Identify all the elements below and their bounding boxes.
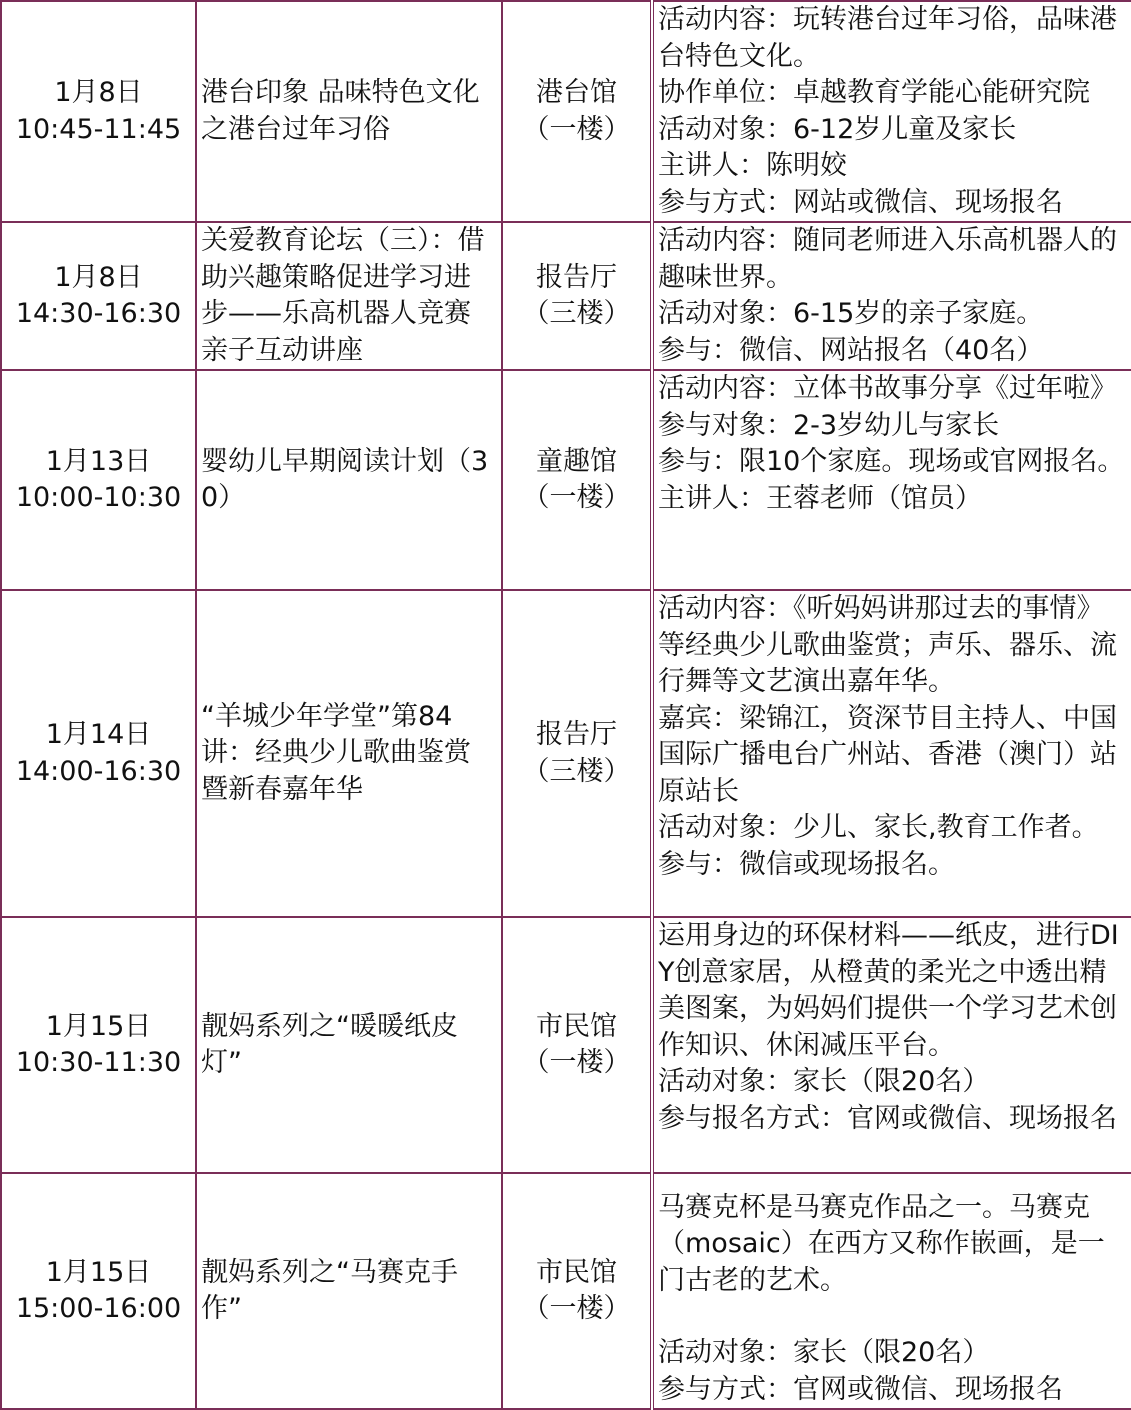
description-cell: [652, 370, 1131, 590]
table-row: [1, 917, 1131, 1173]
desc-line: 主讲人：王蓉老师（馆员）: [658, 482, 982, 514]
venue-cell: [502, 590, 652, 917]
event-title: 靓妈系列之“暖暖纸皮灯”: [201, 1010, 458, 1078]
desc-line: 参与：微信或现场报名。: [658, 848, 955, 880]
table-row: [1, 1, 1131, 222]
title-cell: [196, 1, 502, 222]
desc-line: 参与方式：官网或微信、现场报名: [658, 1373, 1063, 1405]
event-title: “羊城少年学堂”第84讲：经典少儿歌曲鉴赏暨新春嘉年华: [201, 700, 471, 805]
table-row: [1, 370, 1131, 590]
venue-cell: [502, 1173, 652, 1409]
venue-floor: （三楼）: [522, 755, 631, 787]
title-cell: [196, 917, 502, 1173]
desc-line: 协作单位：卓越教育学能心能研究院: [658, 77, 1090, 108]
desc-line: 马赛克杯是马赛克作品之一。马赛克（mosaic）在西方又称作嵌画，是一门古老的艺术。: [658, 1191, 1105, 1296]
date-time-cell: [1, 1173, 196, 1409]
venue-name: 报告厅: [536, 261, 617, 293]
event-date: 1月15日: [45, 1010, 152, 1042]
event-date: 1月14日: [45, 719, 152, 750]
venue-cell: [502, 1, 652, 222]
desc-line: 活动内容：立体书故事分享《过年啦》: [658, 373, 1117, 404]
desc-line: 活动对象：6-12岁儿童及家长: [658, 113, 1017, 145]
table-row: [1, 222, 1131, 370]
date-time-cell: [1, 917, 196, 1173]
title-cell: [196, 370, 502, 590]
desc-line: 活动对象：家长（限20名）: [658, 1337, 990, 1368]
desc-line: 活动内容：玩转港台过年习俗，品味港台特色文化。: [658, 4, 1117, 72]
desc-line: 参与报名方式：官网或微信、现场报名: [658, 1102, 1117, 1134]
venue-cell: [502, 370, 652, 590]
venue-floor: （一楼）: [522, 1047, 631, 1078]
venue-floor: （一楼）: [522, 1293, 631, 1324]
desc-line: 活动对象：少儿、家长,教育工作者。: [658, 812, 1099, 843]
event-title: 关爱教育论坛（三）：借助兴趣策略促进学习进步——乐高机器人竞赛亲子互动讲座: [201, 225, 485, 366]
description-cell: [652, 917, 1131, 1173]
event-date: 1月8日: [54, 77, 143, 108]
desc-line: 参与：微信、网站报名（40名）: [658, 334, 1044, 366]
event-time: 14:00-16:30: [15, 755, 182, 787]
event-title: 港台印象 品味特色文化之港台过年习俗: [201, 77, 480, 145]
desc-line: 活动内容：随同老师进入乐高机器人的趣味世界。: [658, 225, 1117, 293]
table-row: [1, 1173, 1131, 1409]
event-time: 10:30-11:30: [15, 1047, 182, 1078]
desc-line: 参与：限10个家庭。现场或官网报名。: [658, 446, 1125, 477]
desc-line: 参与对象：2-3岁幼儿与家长: [658, 409, 1000, 441]
event-date: 1月13日: [45, 445, 152, 477]
venue-floor: （三楼）: [522, 298, 631, 329]
description-cell: [652, 222, 1131, 370]
date-time-cell: [1, 1, 196, 222]
description-cell: [652, 1173, 1131, 1409]
date-time-cell: [1, 370, 196, 590]
date-time-cell: [1, 590, 196, 917]
table-row: [1, 590, 1131, 917]
event-time: 10:45-11:45: [15, 113, 182, 145]
venue-cell: [502, 917, 652, 1173]
venue-floor: （一楼）: [522, 482, 631, 513]
venue-name: 报告厅: [536, 719, 617, 750]
desc-line: [658, 1299, 1127, 1335]
venue-name: 童趣馆: [536, 445, 617, 477]
description-cell: [652, 590, 1131, 917]
desc-line: 参与方式：网站或微信、现场报名: [658, 186, 1063, 218]
event-title: 靓妈系列之“马赛克手作”: [201, 1256, 458, 1324]
desc-line: 活动对象：家长（限20名）: [658, 1066, 990, 1097]
desc-line: 活动对象：6-15岁的亲子家庭。: [658, 298, 1044, 329]
event-date: 1月8日: [54, 261, 143, 293]
date-time-cell: [1, 222, 196, 370]
event-time: 10:00-10:30: [15, 482, 182, 513]
venue-name: 市民馆: [536, 1256, 617, 1288]
venue-name: 港台馆: [536, 77, 617, 108]
desc-line: 活动内容：《听妈妈讲那过去的事情》等经典少儿歌曲鉴赏；声乐、器乐、流行舞等文艺演出嘉年华。: [658, 593, 1117, 697]
desc-line: 主讲人：陈明姣: [658, 150, 847, 181]
venue-floor: （一楼）: [522, 113, 631, 145]
description-cell: [652, 1, 1131, 222]
event-title: 婴幼儿早期阅读计划（30）: [201, 445, 489, 513]
title-cell: [196, 222, 502, 370]
event-date: 1月15日: [45, 1256, 152, 1288]
title-cell: [196, 590, 502, 917]
event-time: 15:00-16:00: [15, 1293, 182, 1324]
desc-line: 嘉宾：梁锦江，资深节目主持人、中国国际广播电台广州站、香港（澳门）站原站长: [658, 702, 1117, 807]
venue-cell: [502, 222, 652, 370]
desc-line: 运用身边的环保材料——纸皮，进行DIY创意家居，从橙黄的柔光之中透出精美图案，为妈妈们提供一个学习艺术创作知识、休闲减压平台。: [658, 920, 1119, 1061]
title-cell: [196, 1173, 502, 1409]
venue-name: 市民馆: [536, 1010, 617, 1042]
event-time: 14:30-16:30: [15, 298, 182, 329]
